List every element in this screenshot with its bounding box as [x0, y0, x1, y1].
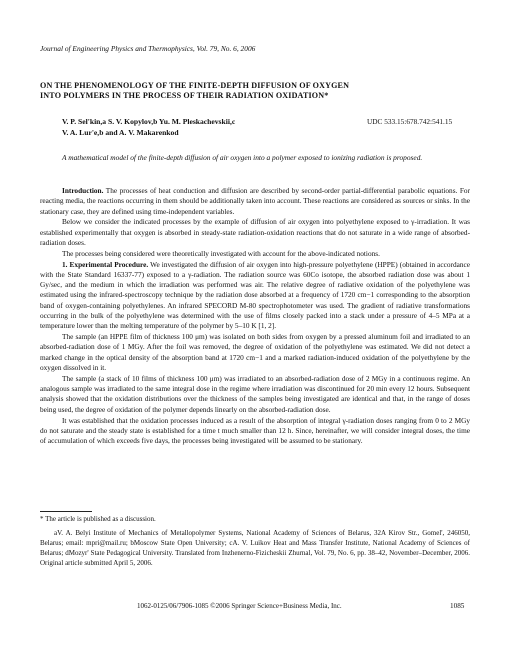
body-text: [40, 186, 470, 447]
intro-text: The processes of heat conduction and diffusion are described by second-order partial-differential parabolic equations. For reacting media, the reactions occurring in them should be additionally taken into account. These reactions are considered as sources or sinks. In the stationary case, they are defined using time-independent variables.: [40, 186, 470, 216]
paragraph-introduction: [40, 186, 470, 217]
article-title: ON THE PHENOMENOLOGY OF THE FINITE-DEPTH DIFFUSION OF OXYGEN INTO POLYMERS IN THE PROCESS OF THEIR RADIATION OXIDATION*: [40, 81, 350, 101]
copyright-line: 1062-0125/06/7906-1085 ©2006 Springer Science+Business Media, Inc.: [137, 602, 342, 610]
paragraph-6: The sample (a stack of 10 films of thickness 100 μm) was irradiated to an absorbed-radiation dose of 2 MGy in a continuous regime. An analogous sample was irradiated to the same integral dose in the regime where irradiation was discontinued for 20 min every 12 hours. Subsequent analysis showed that the oxidation distributions over the thickness of the samples being investigated are identical and that, in the range of doses being used, the degree of oxidation of the polymer depends linearly on the absorbed-radiation dose.: [40, 373, 470, 414]
paragraph-5: The sample (an HPPE film of thickness 100 μm) was isolated on both sides from oxygen by a pressed aluminum foil and irradiated to an absorbed-radiation dose of 1 MGy. After the foil was removed, the degree of oxidation of the polyethylene was estimated. We did not detect a marked change in the optical density of the absorption band at 1720 cm−1 and a marked radiation-induced oxidation of the polyethylene by the oxygen dissolved in it.: [40, 332, 470, 373]
paragraph-7: It was established that the oxidation processes induced as a result of the absorption of integral γ-radiation doses ranging from 0 to 2 MGy do not saturate and the steady state is established for a time t much smaller than 12 h. Since, hereinafter, we will consider integral doses, the time of accumulation of which exceeds five days, the processes being investigated will be assumed to be stationary.: [40, 415, 470, 446]
authors-line-2: V. A. Lur'e,b and A. V. Makarenkod: [62, 127, 179, 137]
page-number: 1085: [450, 602, 465, 610]
paragraph-3: The processes being considered were theoretically investigated with account for the above-indicated notions.: [62, 248, 380, 258]
footnote: * The article is published as a discussion.: [40, 515, 156, 523]
affiliations: [40, 528, 470, 568]
abstract: A mathematical model of the finite-depth diffusion of air oxygen into a polymer exposed to ionizing radiation is proposed.: [62, 153, 423, 162]
footnote-divider: [40, 511, 92, 512]
intro-heading: Introduction.: [62, 186, 104, 195]
experimental-text: We investigated the diffusion of air oxygen into high-pressure polyethylene (HPPE) (obtained in accordance with the State Standard 16337-77) exposed to a γ-radiation. The radiation source was 60Co isotope, the absorbed radiation dose was about 1 Gy/sec, and the medium in which the irradiation was performed was air. The relative degree of radiative oxidation of the polyethylene was estimated using the infrared-spectroscopy technique by the radiation dose absorbed at a frequency of 1720 cm−1 corresponding to the absorption band of oxygen-containing polyethylenes. An infrared SPECORD M-80 spectrophotometer was used. The gradient of radiative transformations occurring in the bulk of the polyethylene was determined with the use of films closely packed into a stack under a pressure of 4–5 MPa at a temperature lower than the melting temperature of the polymer by 5–10 K [1, 2].: [40, 259, 470, 331]
udc-code: UDC 533.15:678.742:541.15: [367, 117, 453, 126]
author-list: [62, 117, 362, 138]
journal-header: Journal of Engineering Physics and Thermophysics, Vol. 79, No. 6, 2006: [40, 44, 256, 53]
affiliations-text: aV. A. Belyi Institute of Mechanics of Metallopolymer Systems, National Academy of Sciences of Belarus, 32A Kirov Str., Gomel', 246050, Belarus; email: mpri@mail.ru; bMoscow State Open University; cA. V. Luikov Heat and Mass Transfer Institute, National Academy of Sciences of Belarus; dMozyr' State Pedagogical University. Translated from Inzhenerno-Fizicheskii Zhurnal, Vol. 79, No. 6, pp. 38–42, November–December, 2006. Original article submitted April 5, 2006.: [40, 529, 470, 567]
experimental-heading: 1. Experimental Procedure.: [62, 259, 149, 269]
authors-line-1: V. P. Sel'kin,a S. V. Kopylov,b Yu. M. Pleskachevskii,c: [62, 117, 236, 126]
paragraph-experimental: [40, 260, 470, 332]
paragraph-2: Below we consider the indicated processes by the example of diffusion of air oxygen into polyethylene exposed to γ-irradiation. It was established experimentally that oxygen is absorbed in steady-state radiation-oxidation reactions that do not saturate in a wide range of absorbed-radiation doses.: [40, 217, 470, 247]
